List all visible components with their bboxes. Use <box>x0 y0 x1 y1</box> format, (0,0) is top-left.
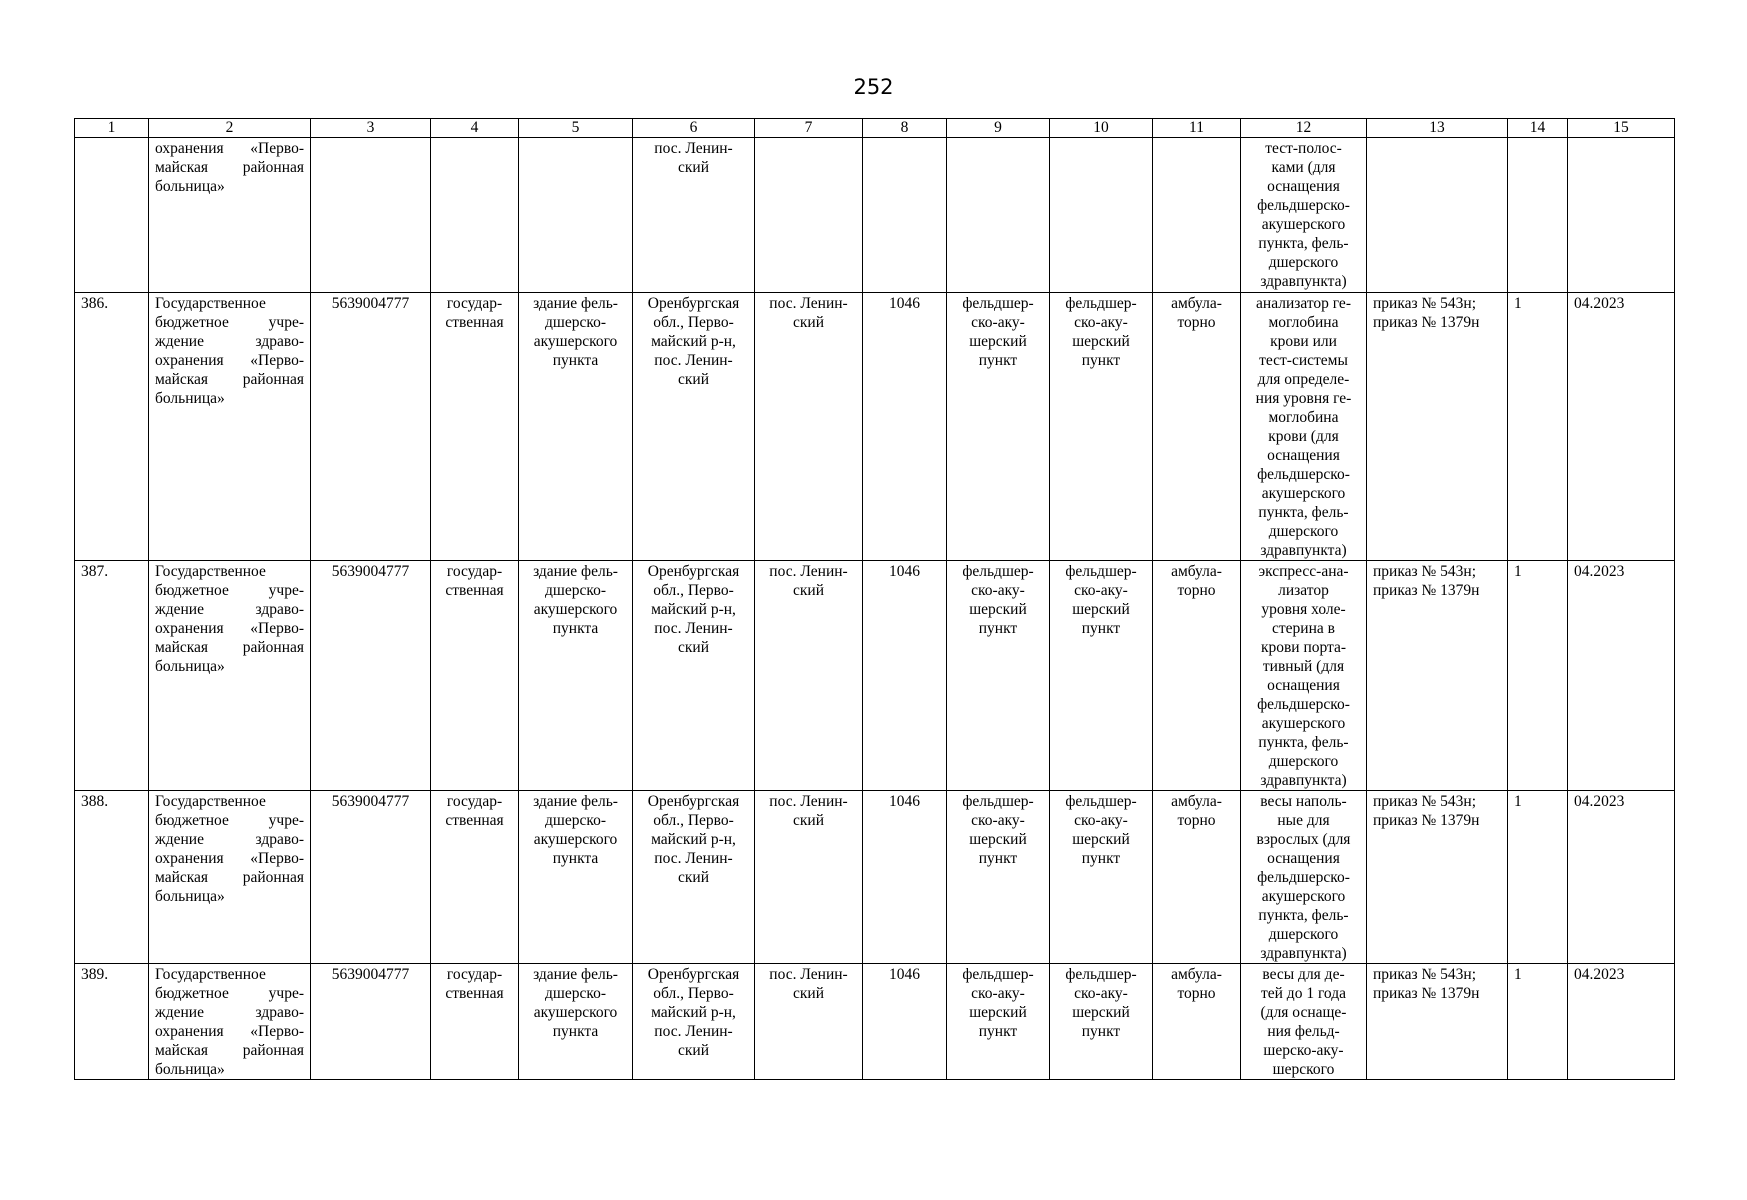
cell-inn: 5639004777 <box>311 964 431 1080</box>
cell-num: 387. <box>75 561 149 791</box>
cell-locality: пос. Ленин- ский <box>755 293 863 561</box>
cell-orders: приказ № 543н; приказ № 1379н <box>1367 964 1508 1080</box>
cell-org: Государственное бюджетное учре- ждение здраво- охранения «Перво- майская районная больница» <box>149 293 311 561</box>
table-row <box>75 791 1675 964</box>
cell-care: амбула- торно <box>1153 561 1241 791</box>
cell-subunit <box>1050 138 1153 293</box>
column-number-row <box>75 119 1675 138</box>
table-row <box>75 561 1675 791</box>
table-row-continuation <box>75 138 1675 293</box>
cell-date: 04.2023 <box>1568 964 1675 1080</box>
cell-org: охранения «Перво- майская районная больница» <box>149 138 311 293</box>
cell-org: Государственное бюджетное учре- ждение здраво- охранения «Перво- майская районная больница» <box>149 791 311 964</box>
cell-date: 04.2023 <box>1568 293 1675 561</box>
cell-building: здание фель- дшерско- акушерского пункта <box>519 561 633 791</box>
cell-date <box>1568 138 1675 293</box>
registry-table <box>74 118 1675 1080</box>
cell-code: 1046 <box>863 293 947 561</box>
cell-care: амбула- торно <box>1153 293 1241 561</box>
cell-inn <box>311 138 431 293</box>
cell-address: Оренбургская обл., Перво- майский р-н, пос. Ленин- ский <box>633 293 755 561</box>
cell-care: амбула- торно <box>1153 964 1241 1080</box>
cell-orders: приказ № 543н; приказ № 1379н <box>1367 293 1508 561</box>
cell-code: 1046 <box>863 964 947 1080</box>
cell-unit <box>947 138 1050 293</box>
cell-unit: фельдшер- ско-аку- шерский пункт <box>947 293 1050 561</box>
cell-orders: приказ № 543н; приказ № 1379н <box>1367 791 1508 964</box>
cell-locality: пос. Ленин- ский <box>755 791 863 964</box>
cell-num: 389. <box>75 964 149 1080</box>
cell-subunit: фельдшер- ско-аку- шерский пункт <box>1050 791 1153 964</box>
column-header: 15 <box>1568 119 1675 138</box>
cell-code <box>863 138 947 293</box>
cell-equipment: экспресс-ана- лизатор уровня холе- стерина в крови порта- тивный (для оснащения фельдшерско- акушерского пункта, фель- дшерского здравпункта) <box>1241 561 1367 791</box>
column-header: 9 <box>947 119 1050 138</box>
cell-address: пос. Ленин- ский <box>633 138 755 293</box>
cell-address: Оренбургская обл., Перво- майский р-н, пос. Ленин- ский <box>633 791 755 964</box>
cell-num <box>75 138 149 293</box>
cell-ownership: государ- ственная <box>431 791 519 964</box>
page-number: 252 <box>853 75 894 99</box>
cell-inn: 5639004777 <box>311 561 431 791</box>
column-header: 4 <box>431 119 519 138</box>
cell-num: 388. <box>75 791 149 964</box>
cell-building: здание фель- дшерско- акушерского пункта <box>519 293 633 561</box>
cell-locality: пос. Ленин- ский <box>755 561 863 791</box>
column-header: 3 <box>311 119 431 138</box>
column-header: 14 <box>1508 119 1568 138</box>
cell-subunit: фельдшер- ско-аку- шерский пункт <box>1050 561 1153 791</box>
cell-address: Оренбургская обл., Перво- майский р-н, пос. Ленин- ский <box>633 964 755 1080</box>
cell-building <box>519 138 633 293</box>
cell-ownership: государ- ственная <box>431 561 519 791</box>
cell-care: амбула- торно <box>1153 791 1241 964</box>
cell-equipment: весы для де- тей до 1 года (для оснаще- ния фельд- шерско-аку- шерского <box>1241 964 1367 1080</box>
cell-inn: 5639004777 <box>311 293 431 561</box>
cell-equipment: весы наполь- ные для взрослых (для оснащения фельдшерско- акушерского пункта, фель- дшерского здравпункта) <box>1241 791 1367 964</box>
cell-building: здание фель- дшерско- акушерского пункта <box>519 791 633 964</box>
cell-orders: приказ № 543н; приказ № 1379н <box>1367 561 1508 791</box>
cell-qty: 1 <box>1508 791 1568 964</box>
cell-locality <box>755 138 863 293</box>
cell-date: 04.2023 <box>1568 791 1675 964</box>
column-header: 13 <box>1367 119 1508 138</box>
column-header: 8 <box>863 119 947 138</box>
cell-orders <box>1367 138 1508 293</box>
cell-qty: 1 <box>1508 293 1568 561</box>
column-header: 11 <box>1153 119 1241 138</box>
cell-unit: фельдшер- ско-аку- шерский пункт <box>947 964 1050 1080</box>
column-header: 12 <box>1241 119 1367 138</box>
cell-building: здание фель- дшерско- акушерского пункта <box>519 964 633 1080</box>
cell-address: Оренбургская обл., Перво- майский р-н, пос. Ленин- ский <box>633 561 755 791</box>
cell-inn: 5639004777 <box>311 791 431 964</box>
table-row <box>75 964 1675 1080</box>
cell-num: 386. <box>75 293 149 561</box>
cell-org: Государственное бюджетное учре- ждение здраво- охранения «Перво- майская районная больница» <box>149 561 311 791</box>
column-header: 10 <box>1050 119 1153 138</box>
column-header: 7 <box>755 119 863 138</box>
column-header: 6 <box>633 119 755 138</box>
cell-code: 1046 <box>863 791 947 964</box>
cell-subunit: фельдшер- ско-аку- шерский пункт <box>1050 293 1153 561</box>
cell-ownership <box>431 138 519 293</box>
column-header: 1 <box>75 119 149 138</box>
cell-qty: 1 <box>1508 561 1568 791</box>
cell-code: 1046 <box>863 561 947 791</box>
cell-ownership: государ- ственная <box>431 964 519 1080</box>
column-header: 2 <box>149 119 311 138</box>
column-header: 5 <box>519 119 633 138</box>
table-row <box>75 293 1675 561</box>
cell-care <box>1153 138 1241 293</box>
cell-date: 04.2023 <box>1568 561 1675 791</box>
cell-subunit: фельдшер- ско-аку- шерский пункт <box>1050 964 1153 1080</box>
cell-org: Государственное бюджетное учре- ждение здраво- охранения «Перво- майская районная больница» <box>149 964 311 1080</box>
cell-equipment: анализатор ге- моглобина крови или тест-системы для определе- ния уровня ге- моглобина крови (для оснащения фельдшерско- акушерского пункта, фель- дшерского здравпункта) <box>1241 293 1367 561</box>
cell-qty: 1 <box>1508 964 1568 1080</box>
cell-equipment: тест-полос- ками (для оснащения фельдшерско- акушерского пункта, фель- дшерского здравпункта) <box>1241 138 1367 293</box>
cell-qty <box>1508 138 1568 293</box>
cell-unit: фельдшер- ско-аку- шерский пункт <box>947 791 1050 964</box>
cell-ownership: государ- ственная <box>431 293 519 561</box>
cell-locality: пос. Ленин- ский <box>755 964 863 1080</box>
cell-unit: фельдшер- ско-аку- шерский пункт <box>947 561 1050 791</box>
